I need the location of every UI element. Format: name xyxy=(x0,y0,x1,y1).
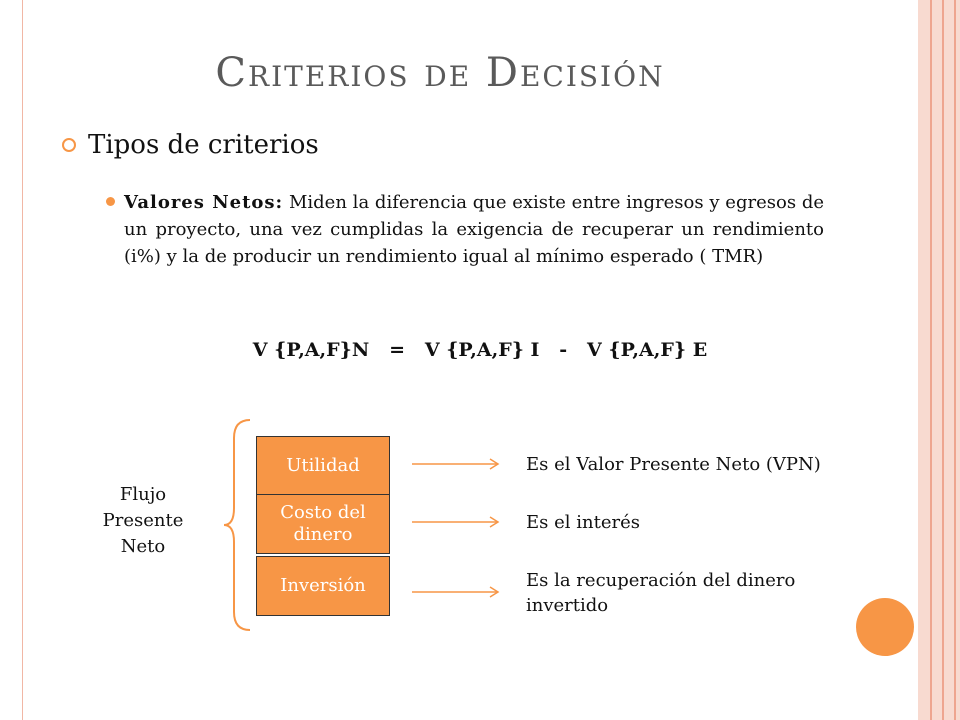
arrow-icon xyxy=(412,584,502,600)
desc-interes: Es el interés xyxy=(526,512,640,533)
flujo-label-line: Neto xyxy=(120,536,166,557)
box-costo-dinero: Costo del dinero xyxy=(256,494,390,554)
box-utilidad: Utilidad xyxy=(256,436,390,496)
formula-text: V {P,A,F}N = V {P,A,F} I - V {P,A,F} E xyxy=(252,339,708,361)
flujo-label-line: Flujo xyxy=(119,484,167,505)
desc-recuperacion: Es la recuperación del dinero invertido xyxy=(526,570,796,616)
term-label: Valores Netos: xyxy=(124,192,284,213)
desc-vpn: Es el Valor Presente Neto (VPN) xyxy=(526,454,821,475)
flujo-label-line: Presente xyxy=(102,510,184,531)
arrow-icon xyxy=(412,514,502,530)
definition-text: Miden la diferencia que existe entre ingresos y egresos de un proyecto, una vez cumplidas la exigencia de recuperar un rendimiento (i%) y la de producir un rendimiento igual al mínimo esperado ( TMR) xyxy=(124,192,824,267)
bracket-icon xyxy=(222,418,252,632)
box-inversion: Inversión xyxy=(256,556,390,616)
slide-title: Criterios de Decisión xyxy=(215,50,665,96)
flujo-label xyxy=(88,482,198,560)
decorative-circle-icon xyxy=(856,598,914,656)
section-heading: Tipos de criterios xyxy=(88,130,319,160)
formula xyxy=(0,339,960,361)
sub-bullet-icon xyxy=(106,197,115,206)
definition-paragraph xyxy=(124,189,824,270)
heading-bullet-icon xyxy=(62,138,76,152)
arrow-icon xyxy=(412,456,502,472)
